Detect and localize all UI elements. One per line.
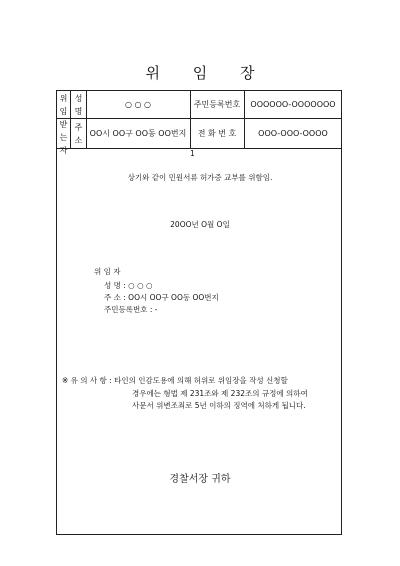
- delegator-address: 주 소 : OO시 OO구 OO동 OO번지: [104, 293, 219, 302]
- page-marker: 1: [190, 149, 195, 158]
- statement-text: 상기와 같이 민원서류 허가증 교부를 위함임.: [127, 173, 273, 182]
- name-label: [71, 92, 86, 118]
- notice-line: 경우에는 형법 제 231조와 제 232조의 규정에 의하여: [132, 389, 308, 398]
- delegator-rrn: 주민등록번호 : -: [104, 305, 158, 314]
- phone-label: 전 화 번 호: [197, 128, 237, 138]
- label-char: 받: [59, 120, 68, 129]
- form-frame: [56, 90, 342, 535]
- label-char: 위: [59, 94, 68, 103]
- label-char: 소: [74, 136, 83, 145]
- delegator-heading: 위 임 자: [94, 267, 121, 276]
- rrn-value: OOOOOO-OOOOOOO: [250, 99, 336, 109]
- notice-line: 사문서 위변조죄로 5년 이하의 징역에 처하게 됩니다.: [132, 401, 306, 410]
- notice-line: ※ 유 의 사 항 : 타인의 인감도용에 의해 허위로 위임장을 작성 신청할: [62, 376, 288, 385]
- recipient-office: 경찰서장 귀하: [169, 474, 231, 485]
- label-char: 명: [74, 107, 83, 116]
- delegator-name: 성 명 : ○ ○ ○: [104, 281, 153, 290]
- date-text: 20OO년 O월 O일: [170, 220, 230, 229]
- label-char: 자: [59, 146, 68, 155]
- label-char: 주: [74, 123, 83, 132]
- table-divider: [56, 148, 342, 149]
- recipient-name-value: ○ ○ ○: [124, 99, 152, 109]
- label-char: 는: [59, 133, 68, 142]
- phone-value: OOO-OOO-OOOO: [258, 128, 328, 138]
- label-char: 성: [74, 94, 83, 103]
- rrn-label: 주민등록번호: [193, 99, 241, 109]
- address-label: [71, 121, 86, 147]
- recipient-address-value: OO시 OO구 OO동 OO번지: [89, 128, 187, 138]
- recipient-side-label: [57, 92, 70, 157]
- label-char: 임: [59, 107, 68, 116]
- document-title: 위 임 장: [145, 64, 269, 82]
